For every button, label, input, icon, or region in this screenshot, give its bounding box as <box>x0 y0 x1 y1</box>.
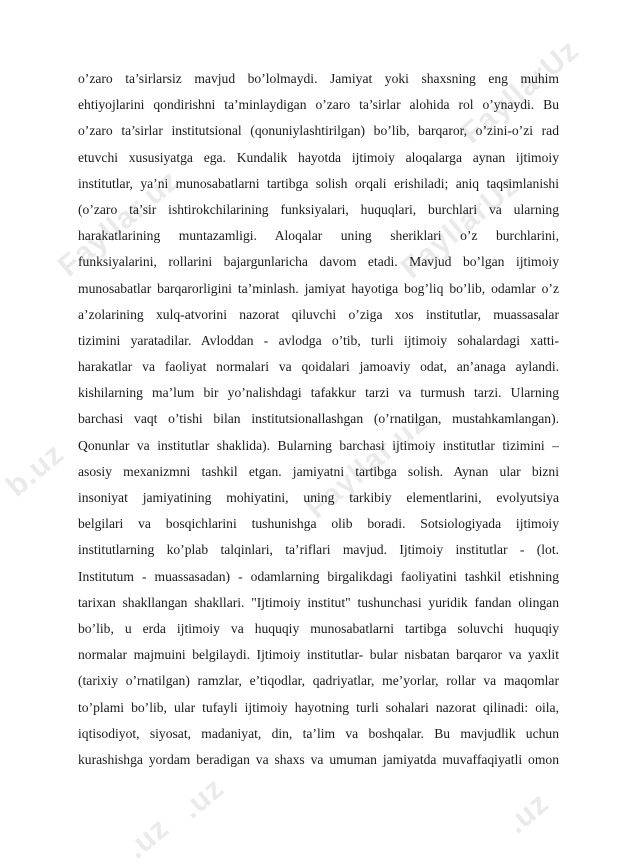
text-line: (tarixiy o’rnatilgan) ramzlar, e’tiqodlar, qadriyatlar, me’yorlar, rollar va maqomlar <box>78 673 559 689</box>
watermark: .uz <box>500 786 556 841</box>
text-line: harakatlar va faoliyat normalari va qoidalari jamoaviy odat, an’anaga aylandi. <box>78 359 559 375</box>
text-line: bo’lib, u erda ijtimoiy va huquqiy munosabatlarni tartibga soluvchi huquqiy <box>78 620 559 636</box>
text-line: funksiyalarini, rollarini bajargunlaricha davom etadi. Mavjud bo’lgan ijtimoiy <box>78 254 559 270</box>
text-line: to’plami bo’lib, ular tufayli ijtimoiy hayotning turli sohalari nazorat qilinadi: oila, <box>78 699 559 715</box>
text-line: iqtisodiyot, siyosat, madaniyat, din, ta’lim va boshqalar. Bu mavjudlik uchun <box>78 725 559 741</box>
text-line: barchasi vaqt o’tishi bilan institutsionallashgan (o’rnatilgan, mustahkamlangan). <box>78 411 559 427</box>
text-line: a’zolarining xulq-atvorini nazorat qiluvchi o’ziga xos institutlar, muassasalar <box>78 306 559 322</box>
text-line: insoniyat jamiyatining mohiyatini, uning tarkibiy elementlarini, evolyutsiya <box>78 490 559 505</box>
text-line: asosiy mexanizmni tashkil etgan. jamiyatni tartibga solish. Aynan ular bizni <box>78 463 559 479</box>
text-line: ehtiyojlarini qondirishni ta’minlaydigan o’zaro ta’sirlar alohida rol o’ynaydi. Bu <box>78 97 559 113</box>
watermark: FayllarUz <box>395 168 526 286</box>
text-line: o’zaro ta’sirlar institutsional (qonuniylashtirilgan) bo’lib, barqaror, o’zini-o’zi rad <box>78 123 559 139</box>
text-line: belgilari va bosqichlarini tushunishga olib boradi. Sotsiologiyada ijtimoiy <box>78 516 559 532</box>
text-line: tizimini yaratadilar. Avloddan - avlodga o’tib, turli ijtimoiy sohalardagi xatti- <box>78 332 559 348</box>
text-line: kishilarning ma’lum bir yo’nalishdagi tafakkur tarzi va turmush tarzi. Ularning <box>78 385 559 401</box>
text-line: munosabatlar barqarorligini ta’minlash. jamiyat hayotiga bog’liq bo’lib, odamlar o’z <box>78 280 559 296</box>
watermark: b.uz <box>0 436 71 504</box>
text-line: tarixan shakllangan shakllari. "Ijtimoiy institut" tushunchasi yuridik fandan olingan <box>78 594 559 610</box>
text-line: etuvchi xususiyatga ega. Kundalik hayotda ijtimoiy aloqalarga aynan ijtimoiy <box>78 149 559 165</box>
body-paragraph <box>78 66 559 773</box>
watermark: .uz <box>120 811 176 866</box>
text-line: kurashishga yordam beradigan va shaxs va umuman jamiyatda muvaffaqiyatli omon <box>78 751 559 767</box>
watermark: .uz <box>175 771 231 826</box>
watermark: FayllarUz <box>455 33 586 151</box>
text-line: Institutum - muassasadan) - odamlarning birgalikdagi faoliyatini tashkil etishning <box>78 568 559 584</box>
text-line: institutlarning ko’plab talqinlari, ta’riflari mavjud. Ijtimoiy institutlar - (lot. <box>78 542 559 558</box>
text-line: (o’zaro ta’sir ishtirokchilarining funksiyalari, huquqlari, burchlari va ularning <box>78 201 559 217</box>
text-line: o’zaro ta’sirlarsiz mavjud bo’lolmaydi. Jamiyat yoki shaxsning eng muhim <box>78 71 559 86</box>
text-line: harakatlarining muntazamligi. Aloqalar uning sheriklari o’z burchlarini, <box>78 228 559 244</box>
text-line: normalar majmuini belgilaydi. Ijtimoiy institutlar- bular nisbatan barqaror va yaxlit <box>78 647 559 663</box>
watermark: Fayllar.uz <box>52 163 186 284</box>
text-line: institutlar, ya’ni munosabatlarni tartibga solish orqali erishiladi; aniq taqsimlanishi <box>78 175 559 191</box>
watermark: Fayllar.uz <box>300 405 434 526</box>
text-line: Qonunlar va institutlar shaklida). Bularning barchasi ijtimoiy institutlar tizimini – <box>78 437 559 453</box>
